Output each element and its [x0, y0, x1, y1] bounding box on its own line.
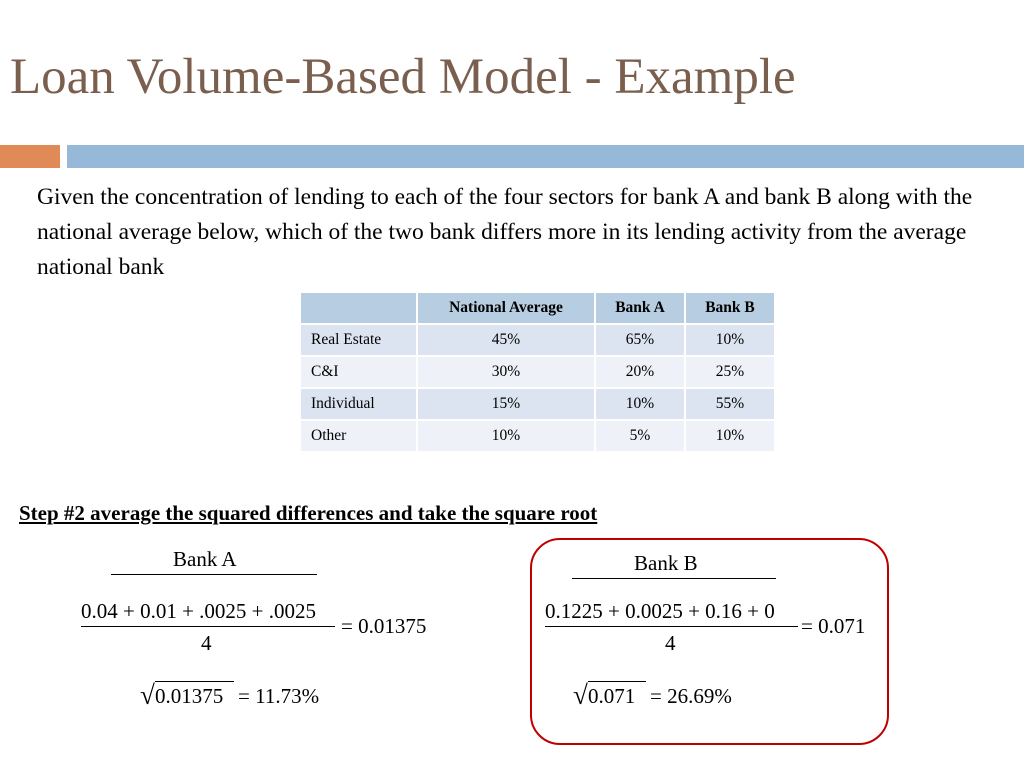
table-row: [300, 356, 775, 388]
bank-a-label: Bank A: [173, 547, 237, 571]
national-cell: 10%: [417, 420, 595, 452]
bank-b-label: Bank B: [634, 551, 698, 575]
header-cell-empty: [300, 292, 417, 324]
bank-a-radicand: 0.01375: [155, 684, 224, 708]
bank-a-result: = 0.01375: [341, 614, 427, 638]
national-cell: 30%: [417, 356, 595, 388]
table-row: [300, 324, 775, 356]
accent-bar-blue: [67, 145, 1024, 168]
bank-a-denominator: 4: [201, 631, 212, 655]
slide-title: Loan Volume-Based Model - Example: [10, 49, 796, 105]
bank-a-cell: 10%: [595, 388, 685, 420]
sector-cell: C&I: [300, 356, 417, 388]
sector-cell: Other: [300, 420, 417, 452]
header-bank-a: Bank A: [595, 292, 685, 324]
lending-table: [299, 291, 776, 453]
bank-a-cell: 5%: [595, 420, 685, 452]
bank-b-cell: 55%: [685, 388, 775, 420]
bank-b-root-result: = 26.69%: [650, 684, 732, 708]
step-heading: Step #2 average the squared differences and take the square root: [19, 501, 598, 525]
header-national-average: National Average: [417, 292, 595, 324]
bank-a-numerator: 0.04 + 0.01 + .0025 + .0025: [81, 599, 317, 623]
bank-a-vinculum: [155, 681, 234, 682]
bank-a-fraction-bar: [81, 626, 335, 627]
square-root-icon: √: [573, 680, 588, 710]
bank-b-numerator: 0.1225 + 0.0025 + 0.16 + 0: [545, 599, 775, 623]
bank-b-radicand: 0.071: [588, 684, 636, 708]
square-root-icon: √: [140, 680, 155, 710]
bank-a-cell: 20%: [595, 356, 685, 388]
bank-b-cell: 25%: [685, 356, 775, 388]
header-bank-b: Bank B: [685, 292, 775, 324]
bank-b-highlight-box: [530, 538, 889, 745]
bank-b-result: = 0.071: [801, 614, 866, 638]
table-row: [300, 388, 775, 420]
bank-b-denominator: 4: [665, 631, 676, 655]
national-cell: 15%: [417, 388, 595, 420]
table-header-row: [300, 292, 775, 324]
national-cell: 45%: [417, 324, 595, 356]
table-row: [300, 420, 775, 452]
bank-b-cell: 10%: [685, 324, 775, 356]
accent-bar-orange: [0, 145, 60, 168]
bank-a-cell: 65%: [595, 324, 685, 356]
bank-a-underline: [111, 574, 317, 575]
sector-cell: Individual: [300, 388, 417, 420]
bank-a-root-result: = 11.73%: [238, 684, 320, 708]
bank-a-root: [140, 680, 350, 712]
bank-b-cell: 10%: [685, 420, 775, 452]
sector-cell: Real Estate: [300, 324, 417, 356]
bank-a-fraction: [81, 599, 451, 659]
intro-paragraph: Given the concentration of lending to each of the four sectors for bank A and bank B along with the national average below, which of the two bank differs more in its lending activity from the average national bank: [37, 184, 973, 280]
